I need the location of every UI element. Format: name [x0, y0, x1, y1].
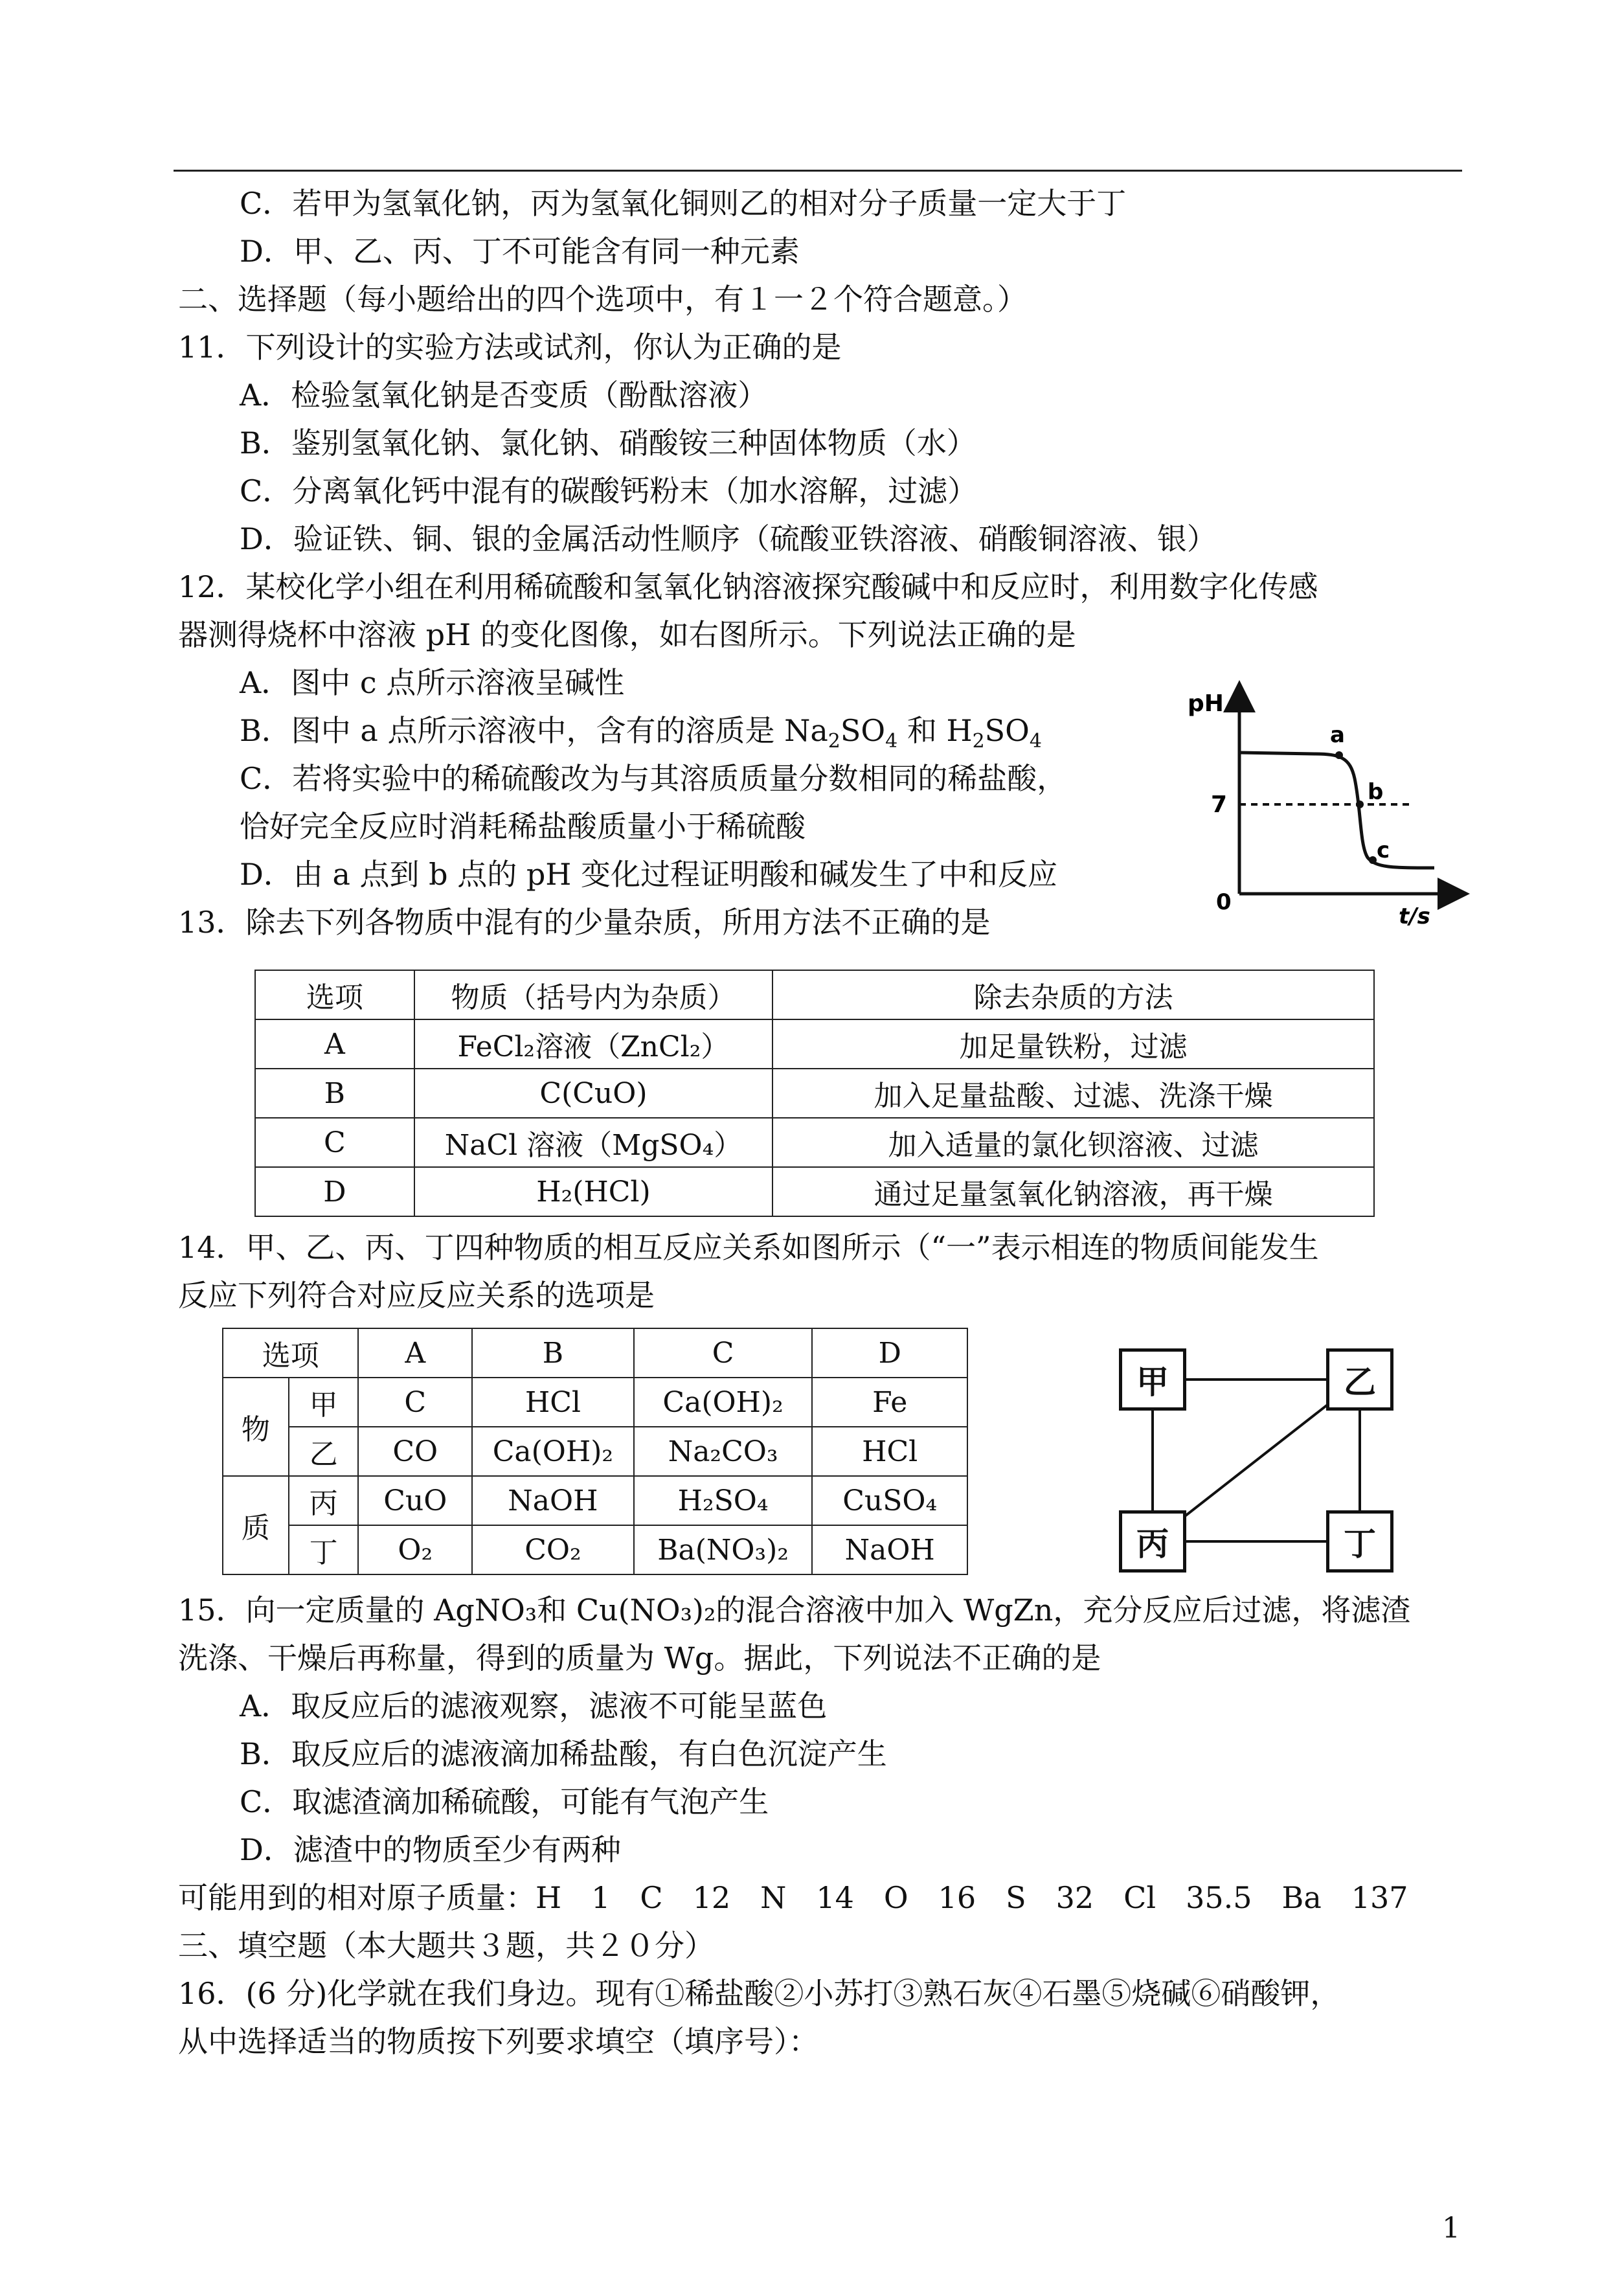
header-option: 选项 — [255, 970, 414, 1019]
q14-table — [222, 1328, 968, 1575]
table-row: D H₂(HCl) 通过足量氢氧化钠溶液，再干燥 — [255, 1167, 1374, 1216]
q11-option-c: C．分离氧化钙中混有的碳酸钙粉末（加水溶解，过滤） — [240, 473, 978, 508]
atomic-masses: 可能用到的相对原子质量：H 1 C 12 N 14 O 16 S 32 Cl 35.5 Ba 137 — [178, 1880, 1408, 1915]
table-header-row — [255, 970, 1374, 1019]
origin-label: 0 — [1216, 889, 1232, 915]
q12-stem-line2: 器测得烧杯中溶液 pH 的变化图像，如右图所示。下列说法正确的是 — [178, 617, 1076, 652]
header-rule — [174, 170, 1462, 172]
ph-curve — [1239, 753, 1434, 868]
q11-option-b: B．鉴别氢氧化钠、氯化钠、硝酸铵三种固体物质（水） — [240, 426, 976, 460]
point-a — [1335, 751, 1343, 759]
group-label-zhi: 质 — [223, 1476, 289, 1574]
q12-option-b: B．图中 a 点所示溶液中，含有的溶质是 $Na_2SO_4$ 和 $H_2SO_4$ — [240, 713, 1042, 753]
header-method: 除去杂质的方法 — [773, 970, 1374, 1019]
point-c — [1369, 856, 1377, 864]
table-row: 质 丙 CuO NaOH H₂SO₄ CuSO₄ — [223, 1476, 967, 1525]
q15-option-b: B．取反应后的滤液滴加稀盐酸，有白色沉淀产生 — [240, 1736, 887, 1771]
q11-stem: 11．下列设计的实验方法或试剂，你认为正确的是 — [178, 330, 842, 365]
ref-value-label: 7 — [1211, 791, 1228, 818]
q10-option-c: C．若甲为氢氧化钠，丙为氢氧化铜则乙的相对分子质量一定大于丁 — [240, 186, 1127, 221]
q12-option-a: A．图中 c 点所示溶液呈碱性 — [240, 665, 625, 700]
q16-stem-line1: 16．(6 分)化学就在我们身边。现有①稀盐酸②小苏打③熟石灰④石墨⑤烧碱⑥硝酸钾， — [178, 1976, 1340, 2011]
table-row: C NaCl 溶液（MgSO₄） 加入适量的氯化钡溶液、过滤 — [255, 1118, 1374, 1167]
point-c-label: c — [1377, 837, 1390, 863]
point-b-label: b — [1368, 779, 1384, 805]
y-axis-label: pH — [1188, 690, 1224, 717]
table-row: B C(CuO) 加入足量盐酸、过滤、洗涤干燥 — [255, 1069, 1374, 1118]
ph-curve-graph — [1185, 674, 1470, 926]
group-label-wu: 物 — [223, 1378, 289, 1476]
q16-stem-line2: 从中选择适当的物质按下列要求填空（填序号）： — [178, 2024, 818, 2059]
table-header-row: 选项 A B C D — [223, 1328, 967, 1378]
node-jia: 甲 — [1119, 1348, 1186, 1411]
q11-option-a: A．检验氢氧化钠是否变质（酚酞溶液） — [240, 378, 768, 413]
page-number: 1 — [1442, 2212, 1460, 2245]
q12-option-d: D．由 a 点到 b 点的 pH 变化过程证明酸和碱发生了中和反应 — [240, 857, 1058, 892]
q13-table — [254, 970, 1375, 1217]
table-row: 乙 CO Ca(OH)₂ Na₂CO₃ HCl — [223, 1427, 967, 1476]
node-bing: 丙 — [1119, 1510, 1186, 1573]
q15-stem-line1: 15．向一定质量的 AgNO₃和 Cu(NO₃)₂的混合溶液中加入 WgZn，充分反应后过滤，将滤渣 — [178, 1593, 1411, 1628]
q15-stem-line2: 洗涤、干燥后再称量，得到的质量为 Wg。据此，下列说法不正确的是 — [178, 1641, 1101, 1675]
point-b — [1356, 801, 1364, 808]
q14-stem-line1: 14．甲、乙、丙、丁四种物质的相互反应关系如图所示（“一”表示相连的物质间能发生 — [178, 1230, 1319, 1265]
section-3-heading: 三、填空题（本大题共３题，共２０分） — [178, 1928, 714, 1963]
q12-option-c-line2: 恰好完全反应时消耗稀盐酸质量小于稀硫酸 — [240, 809, 806, 844]
section-2-heading: 二、选择题（每小题给出的四个选项中，有１一２个符合题意。） — [178, 282, 1027, 317]
q15-option-d: D．滤渣中的物质至少有两种 — [240, 1832, 621, 1867]
table-row: 物 甲 C HCl Ca(OH)₂ Fe — [223, 1378, 967, 1427]
header-substance: 物质（括号内为杂质） — [414, 970, 773, 1019]
point-a-label: a — [1330, 722, 1345, 748]
q12-stem-line1: 12．某校化学小组在利用稀硫酸和氢氧化钠溶液探究酸碱中和反应时，利用数字化传感 — [178, 569, 1318, 604]
q14-stem-line2: 反应下列符合对应反应关系的选项是 — [178, 1278, 655, 1313]
node-ding: 丁 — [1326, 1510, 1393, 1573]
q13-stem: 13．除去下列各物质中混有的少量杂质，所用方法不正确的是 — [178, 905, 991, 940]
q11-option-d: D．验证铁、铜、银的金属活动性顺序（硫酸亚铁溶液、硝酸铜溶液、银） — [240, 521, 1217, 556]
q15-option-c: C．取滤渣滴加稀硫酸，可能有气泡产生 — [240, 1784, 769, 1819]
q10-option-d: D．甲、乙、丙、丁不可能含有同一种元素 — [240, 234, 800, 269]
node-yi: 乙 — [1326, 1348, 1393, 1411]
table-row: A FeCl₂溶液（ZnCl₂） 加足量铁粉，过滤 — [255, 1019, 1374, 1069]
q12-option-c-line1: C．若将实验中的稀硫酸改为与其溶质质量分数相同的稀盐酸， — [240, 761, 1067, 796]
table-row: 丁 O₂ CO₂ Ba(NO₃)₂ NaOH — [223, 1525, 967, 1574]
q15-option-a: A．取反应后的滤液观察，滤液不可能呈蓝色 — [240, 1688, 828, 1723]
x-axis-label: t/s — [1399, 903, 1430, 926]
